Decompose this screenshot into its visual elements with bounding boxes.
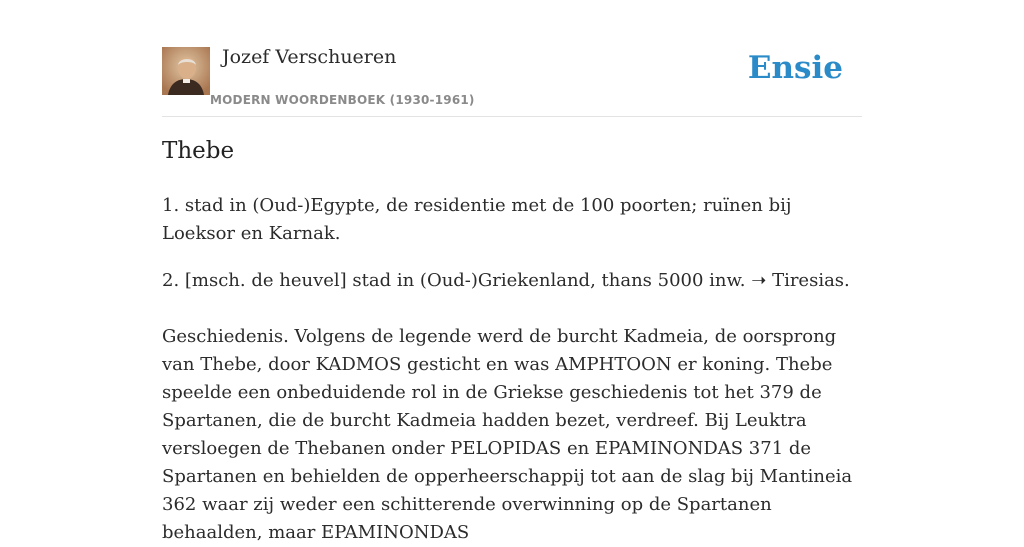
tiresias-link[interactable]: Tiresias. — [772, 270, 850, 291]
history-paragraph: Geschiedenis. Volgens de legende werd de burcht Kadmeia, de oorsprong van Thebe, door KADMOS gesticht en was AMPHTOON er koning. Thebe speelde een onbeduidende rol in de Griekse geschiedenis tot het 379 de Spartanen, die de burcht Kadmeia hadden bezet, verdreef. Bij Leuktra versloegen de Thebanen onder PELOPIDAS en EPAMINONDAS 371 de Spartanen en behielden de opperheerschappij tot aan de slag bij Mantineia 362 waar zij weder een schitterende overwinning op de Spartanen behaalden, maar EPAMINONDAS — [162, 326, 853, 543]
entry-title: Thebe — [162, 138, 235, 164]
author-portrait-icon — [162, 47, 210, 95]
definition-2 — [162, 267, 862, 295]
arrow-right-icon: ➝ — [751, 270, 767, 291]
author-name[interactable]: Jozef Verschueren — [222, 46, 397, 68]
header — [162, 44, 862, 117]
source-label[interactable]: MODERN WOORDENBOEK (1930-1961) — [210, 93, 475, 107]
definition-2-text: 2. [msch. de heuvel] stad in (Oud-)Griekenland, thans 5000 inw. — [162, 270, 746, 291]
definition-1: 1. stad in (Oud-)Egypte, de residentie met de 100 poorten; ruïnen bij Loeksor en Karnak. — [162, 195, 792, 244]
ensie-logo[interactable]: Ensie — [747, 50, 843, 86]
author-avatar[interactable] — [162, 47, 210, 95]
